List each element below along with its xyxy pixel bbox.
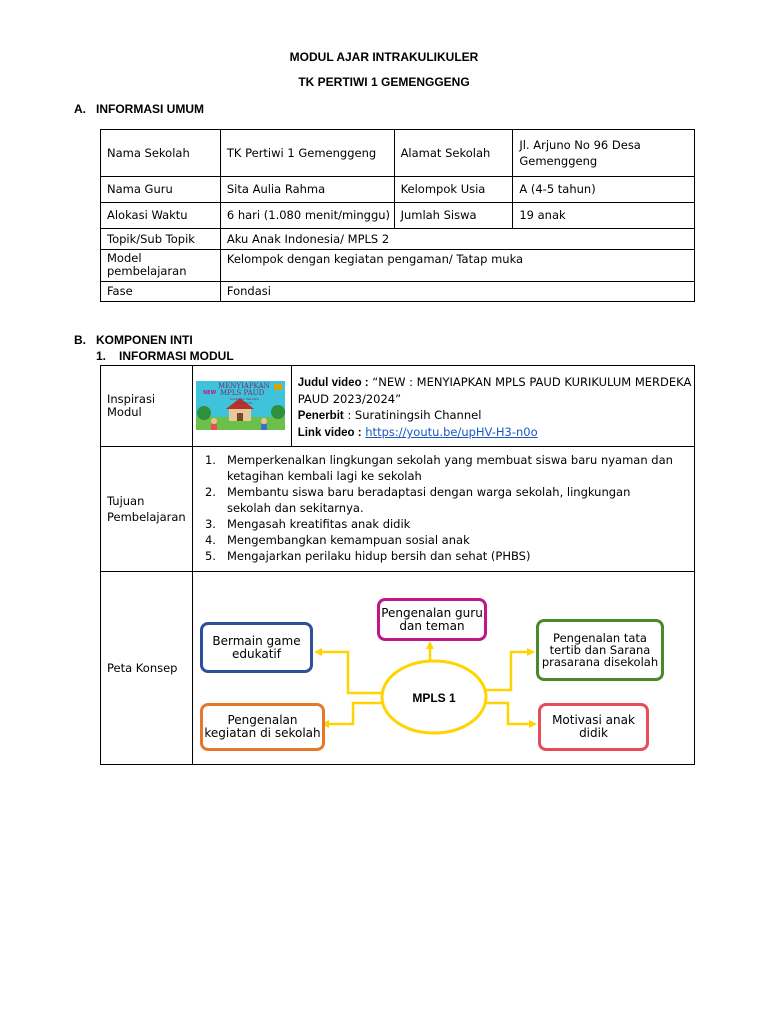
goal-item xyxy=(204,532,694,548)
tujuan-label-line-2: Pembelajaran xyxy=(107,509,186,524)
goal-item xyxy=(204,516,694,532)
label-tujuan xyxy=(101,447,193,572)
value-alamat-sekolah xyxy=(513,130,695,177)
node-tata-tertib xyxy=(536,619,664,681)
value-kelompok-usia: A (4-5 tahun) xyxy=(513,177,695,203)
video-thumbnail[interactable] xyxy=(196,381,285,430)
tujuan-list-cell xyxy=(192,447,694,572)
goal-number: 4. xyxy=(204,533,216,547)
video-title-line-2: PAUD 2023/2024” xyxy=(297,392,402,406)
node-tata-line-2: tertib dan Sarana xyxy=(549,643,651,657)
label-nama-guru: Nama Guru xyxy=(101,177,221,203)
goal-item xyxy=(204,548,694,564)
node-tata-line-3: prasarana disekolah xyxy=(541,655,659,669)
publisher-separator: : xyxy=(343,408,355,422)
thumbnail-badge: NEW xyxy=(203,390,217,396)
value-nama-guru: Sita Aulia Rahma xyxy=(220,177,394,203)
node-kegiatan-line-2: kegiatan di sekolah xyxy=(204,726,321,740)
label-peta-konsep: Peta Konsep xyxy=(101,572,193,765)
node-bermain-game xyxy=(200,622,313,673)
value-alokasi-waktu: 6 hari (1.080 menit/minggu) xyxy=(220,203,394,229)
goal-text: Memperkenalkan lingkungan sekolah yang membuat siswa baru nyaman dan xyxy=(226,453,673,467)
section-a-marker: A. xyxy=(74,102,86,116)
goal-item xyxy=(204,484,694,516)
goal-number: 5. xyxy=(204,549,216,563)
goal-text: Mengembangkan kemampuan sosial anak xyxy=(226,533,470,547)
node-motivasi-line-1: Motivasi anak xyxy=(552,713,635,727)
section-a-heading: INFORMASI UMUM xyxy=(96,102,204,116)
thumbnail-subtitle: Kurikulum Merdeka xyxy=(230,397,259,401)
tujuan-label-line-1: Tujuan xyxy=(107,493,145,508)
arrow-to-game xyxy=(318,652,383,693)
label-alamat-sekolah: Alamat Sekolah xyxy=(394,130,513,177)
section-b-heading: KOMPONEN INTI xyxy=(96,333,193,347)
node-kegiatan-line-1: Pengenalan xyxy=(227,713,298,727)
node-pengenalan-kegiatan xyxy=(200,703,325,751)
goal-text: Mengasah kreatifitas anak didik xyxy=(226,517,411,531)
value-jumlah-siswa: 19 anak xyxy=(513,203,695,229)
label-kelompok-usia: Kelompok Usia xyxy=(394,177,513,203)
value-fase: Fondasi xyxy=(220,282,694,302)
goal-text-cont: ketagihan kembali lagi ke sekolah xyxy=(226,469,422,483)
thumbnail-title-1: MENYIAPKAN xyxy=(218,382,270,390)
thumbnail-title-2: MPLS PAUD xyxy=(220,389,265,397)
goal-number: 2. xyxy=(204,485,216,499)
label-model xyxy=(101,250,221,282)
link-label: Link video : xyxy=(297,427,362,439)
publisher-line xyxy=(298,407,694,424)
link-line xyxy=(298,424,694,441)
alamat-line-2: Gemenggeng xyxy=(519,154,598,168)
section-b-marker: B. xyxy=(74,333,86,347)
subsection-marker: 1. xyxy=(96,349,107,363)
node-game-line-2: edukatif xyxy=(232,646,281,661)
goal-number: 3. xyxy=(204,517,216,531)
node-motivasi-line-2: didik xyxy=(579,726,608,740)
goal-text: Membantu siswa baru beradaptasi dengan warga sekolah, lingkungan xyxy=(226,485,631,499)
goal-text: Mengajarkan perilaku hidup bersih dan sehat (PHBS) xyxy=(226,549,531,563)
thumbnail-year: 2023/2024 xyxy=(236,401,253,405)
arrow-to-tata xyxy=(485,652,531,690)
value-nama-sekolah: TK Pertiwi 1 Gemenggeng xyxy=(220,130,394,177)
label-alokasi-waktu: Alokasi Waktu xyxy=(101,203,221,229)
goal-text-cont: sekolah dan sekitarnya. xyxy=(226,501,364,515)
goal-item xyxy=(204,452,694,484)
value-model: Kelompok dengan kegiatan pengaman/ Tatap muka xyxy=(220,250,694,282)
video-info-cell xyxy=(291,366,694,447)
label-jumlah-siswa: Jumlah Siswa xyxy=(394,203,513,229)
video-title: “NEW : MENYIAPKAN MPLS PAUD KURIKULUM MERDEKA xyxy=(372,375,692,389)
goal-number: 1. xyxy=(204,453,216,467)
alamat-line-1: Jl. Arjuno No 96 Desa xyxy=(519,138,641,152)
publisher-label: Penerbit xyxy=(297,410,344,422)
label-fase: Fase xyxy=(101,282,221,302)
label-inspirasi: Inspirasi Modul xyxy=(101,366,193,447)
label-topik: Topik/Sub Topik xyxy=(101,229,221,250)
general-info-table xyxy=(100,129,695,302)
document-title: MODUL AJAR INTRAKULIKULER xyxy=(289,50,479,64)
center-node-label: MPLS 1 xyxy=(412,690,456,705)
goals-list xyxy=(199,452,694,564)
arrow-to-kegiatan xyxy=(325,703,383,724)
node-guru-line-2: dan teman xyxy=(399,618,465,633)
label-nama-sekolah: Nama Sekolah xyxy=(101,130,221,177)
node-game-line-1: Bermain game xyxy=(212,633,301,648)
node-tata-line-1: Pengenalan tata xyxy=(553,631,647,645)
publisher-value: Suratiningsih Channel xyxy=(354,408,482,422)
node-pengenalan-guru xyxy=(377,598,487,641)
model-label-line-2: pembelajaran xyxy=(107,264,187,278)
model-label-line-1: Model xyxy=(107,251,142,265)
arrow-to-motivasi xyxy=(485,703,533,724)
node-guru-line-1: Pengenalan guru xyxy=(381,605,483,620)
school-title: TK PERTIWI 1 GEMENGGENG xyxy=(298,75,470,89)
video-title-line-1 xyxy=(298,374,694,391)
video-title-label: Judul video : xyxy=(297,377,369,389)
subsection-heading: INFORMASI MODUL xyxy=(119,349,234,363)
value-topik: Aku Anak Indonesia/ MPLS 2 xyxy=(220,229,694,250)
video-link[interactable]: https://youtu.be/upHV-H3-n0o xyxy=(365,425,538,439)
node-motivasi xyxy=(538,703,649,751)
